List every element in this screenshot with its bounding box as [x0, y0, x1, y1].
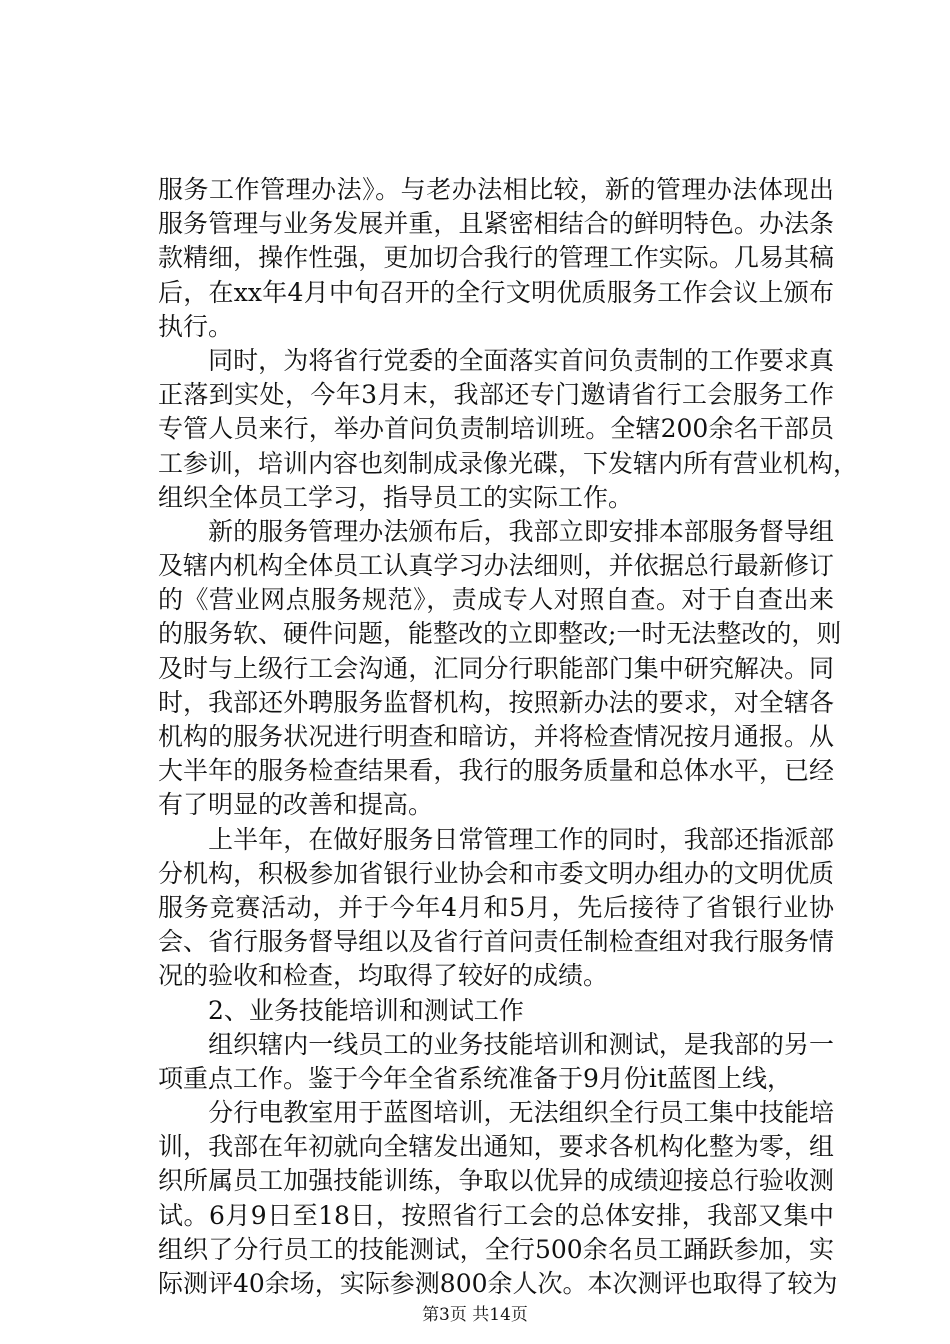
text-line: 后，在xx年4月中旬召开的全行文明优质服务工作会议上颁布 — [158, 277, 834, 307]
text-line: 的《营业网点服务规范》，责成专人对照自查。对于自查出来 — [158, 585, 834, 615]
text-line: 同时，为将省行党委的全面落实首问负责制的工作要求真 — [158, 345, 834, 375]
text-line: 组织辖内一线员工的业务技能培训和测试，是我部的另一 — [158, 1029, 834, 1059]
document-body — [158, 173, 859, 1301]
text-line: 工参训，培训内容也刻制成录像光碟，下发辖内所有营业机构， — [158, 448, 859, 478]
text-line: 正落到实处，今年3月末，我部还专门邀请省行工会服务工作 — [158, 380, 834, 410]
text-line: 及时与上级行工会沟通，汇同分行职能部门集中研究解决。同 — [158, 653, 834, 683]
text-line: 分行电教室用于蓝图培训，无法组织全行员工集中技能培 — [158, 1098, 834, 1128]
text-line: 的服务软、硬件问题，能整改的立即整改;一时无法整改的，则 — [158, 619, 842, 649]
text-line: 服务竞赛活动，并于今年4月和5月，先后接待了省银行业协 — [158, 892, 834, 922]
text-line: 际测评40余场，实际参测800余人次。本次测评也取得了较为 — [158, 1269, 838, 1298]
text-line: 专管人员来行，举办首问负责制培训班。全辖200余名干部员 — [158, 414, 834, 444]
text-line: 织所属员工加强技能训练，争取以优异的成绩迎接总行验收测 — [158, 1166, 834, 1196]
text-line: 会、省行服务督导组以及省行首问责任制检查组对我行服务情 — [158, 927, 834, 957]
text-line: 新的服务管理办法颁布后，我部立即安排本部服务督导组 — [158, 516, 834, 546]
section-heading: 2、业务技能培训和测试工作 — [158, 995, 524, 1025]
text-line: 组织全体员工学习，指导员工的实际工作。 — [158, 482, 634, 512]
text-line: 试。6月9日至18日，按照省行工会的总体安排，我部又集中 — [158, 1200, 834, 1230]
text-line: 执行。 — [158, 311, 234, 341]
text-line: 项重点工作。鉴于今年全省系统准备于9月份it蓝图上线， — [158, 1063, 792, 1093]
text-line: 时，我部还外聘服务监督机构，按照新办法的要求，对全辖各 — [158, 687, 834, 717]
text-line: 有了明显的改善和提高。 — [158, 790, 434, 820]
text-line: 上半年，在做好服务日常管理工作的同时，我部还指派部 — [158, 824, 834, 854]
text-line: 大半年的服务检查结果看，我行的服务质量和总体水平，已经 — [158, 756, 834, 786]
page-number-footer: 第3页 共14页 — [422, 1305, 528, 1325]
text-line: 训，我部在年初就向全辖发出通知，要求各机构化整为零，组 — [158, 1132, 834, 1162]
text-line: 组织了分行员工的技能测试，全行500余名员工踊跃参加，实 — [158, 1234, 834, 1264]
text-line: 况的验收和检查，均取得了较好的成绩。 — [158, 961, 609, 991]
text-line: 机构的服务状况进行明查和暗访，并将检查情况按月通报。从 — [158, 722, 834, 751]
text-line: 服务工作管理办法》。与老办法相比较，新的管理办法体现出 — [158, 175, 834, 204]
text-line: 及辖内机构全体员工认真学习办法细则，并依据总行最新修订 — [158, 551, 834, 581]
text-line: 服务管理与业务发展并重，且紧密相结合的鲜明特色。办法条 — [158, 209, 834, 239]
text-line: 款精细，操作性强，更加切合我行的管理工作实际。几易其稿 — [158, 243, 834, 273]
text-line: 分机构，积极参加省银行业协会和市委文明办组办的文明优质 — [158, 858, 834, 888]
